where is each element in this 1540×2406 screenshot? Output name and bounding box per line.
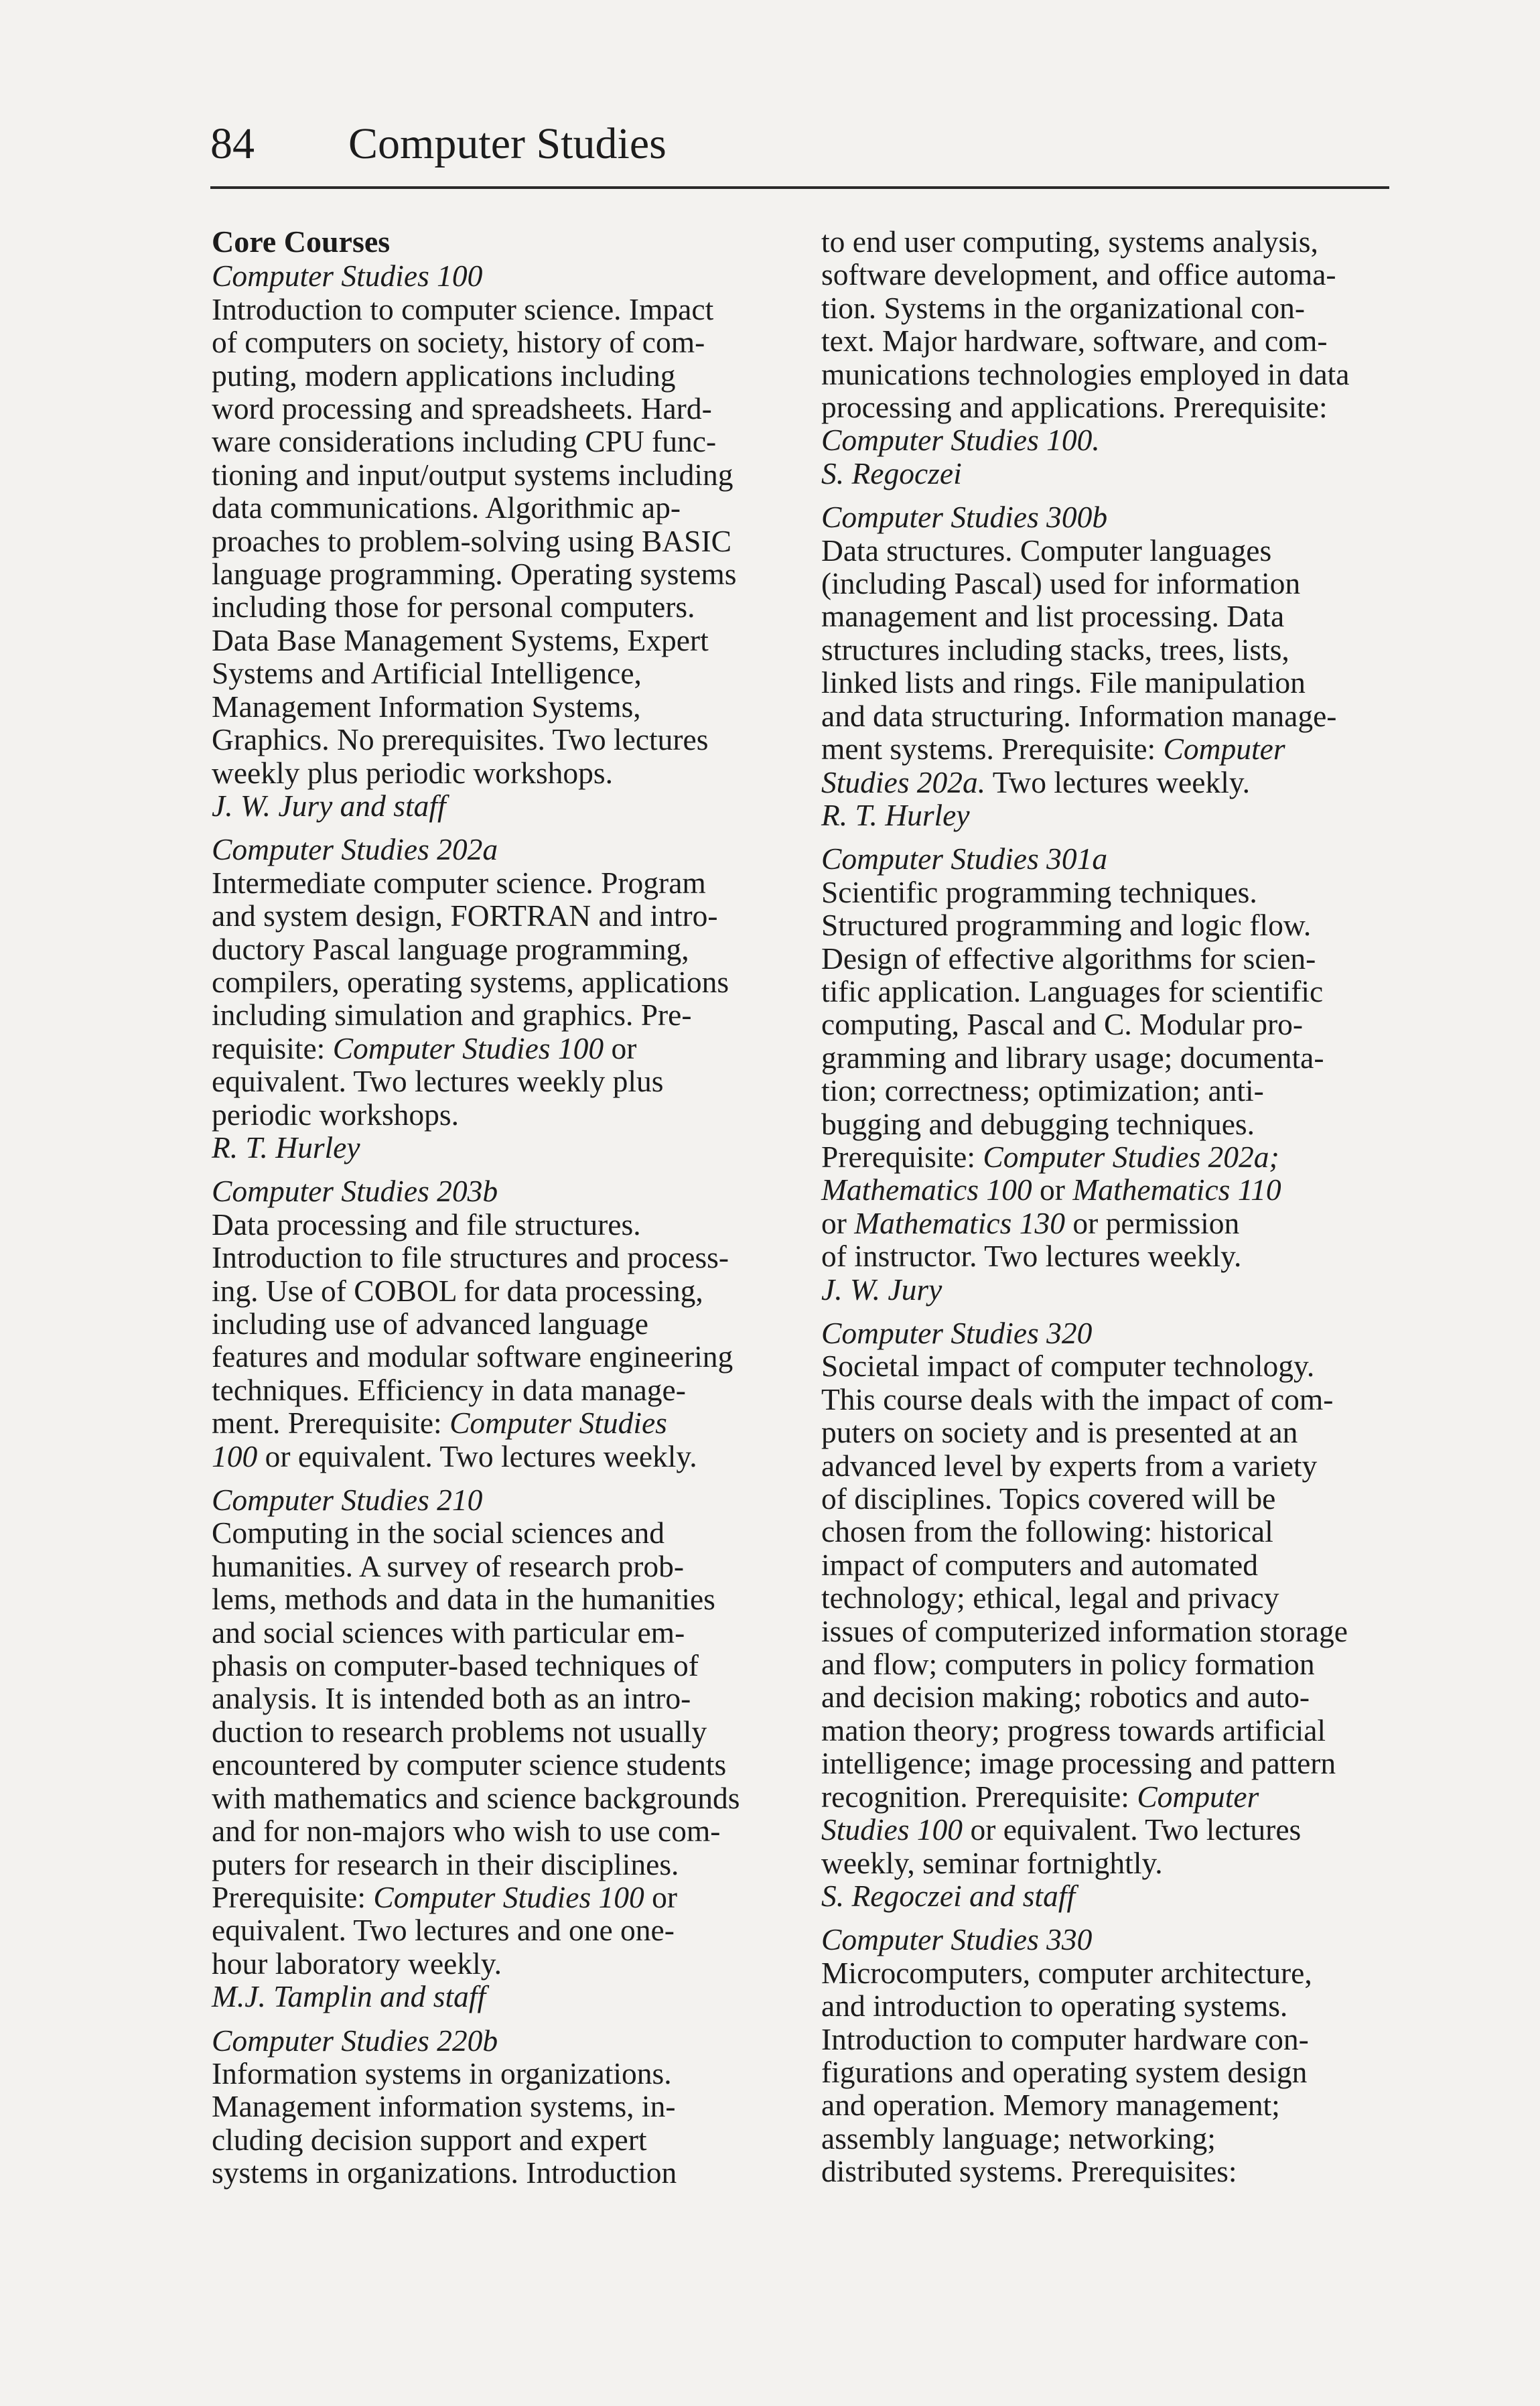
- continued-course-text: [821, 225, 1411, 490]
- description-line: Prerequisite: Computer Studies 202a;: [821, 1139, 1279, 1174]
- description-line: ment systems. Prerequisite: Computer: [821, 732, 1285, 766]
- course-entry: [821, 842, 1411, 1306]
- description-line: phasis on computer-based techniques of: [212, 1648, 699, 1683]
- description-line: weekly plus periodic workshops.: [212, 755, 613, 790]
- description-line: software development, and office automa-: [821, 257, 1336, 292]
- description-line: technology; ethical, legal and privacy: [821, 1581, 1279, 1615]
- course-title: Computer Studies 330: [821, 1922, 1093, 1957]
- course-description: [212, 1208, 801, 1473]
- course-description: [212, 1516, 801, 1980]
- header-rule: [210, 186, 1389, 189]
- description-line: Studies 100 or equivalent. Two lectures: [821, 1812, 1302, 1847]
- course-description: [821, 876, 1411, 1273]
- description-line: weekly, seminar fortnightly.: [821, 1845, 1163, 1880]
- course-entry: [212, 833, 801, 1164]
- description-line: of computers on society, history of com-: [212, 325, 705, 360]
- description-line: requisite: Computer Studies 100 or: [212, 1030, 637, 1065]
- description-line: bugging and debugging techniques.: [821, 1106, 1255, 1141]
- description-line: ing. Use of COBOL for data processing,: [212, 1273, 703, 1308]
- description-line: Data processing and file structures.: [212, 1207, 641, 1242]
- description-line: and decision making; robotics and auto-: [821, 1680, 1310, 1715]
- description-line: of disciplines. Topics covered will be: [821, 1481, 1276, 1516]
- description-line: Introduction to computer science. Impact: [212, 291, 714, 326]
- running-title: Computer Studies: [348, 119, 667, 168]
- description-line: ment. Prerequisite: Computer Studies: [212, 1406, 667, 1441]
- course-title: Computer Studies 203b: [212, 1174, 498, 1209]
- right-column: [821, 225, 1411, 2199]
- description-line: Mathematics 100 or Mathematics 110: [821, 1173, 1281, 1207]
- left-column: [212, 225, 801, 2200]
- description-line: Computer Studies 100.: [821, 423, 1100, 458]
- course-description: [821, 1956, 1411, 2188]
- description-line: lems, methods and data in the humanities: [212, 1582, 715, 1617]
- description-line: equivalent. Two lectures weekly plus: [212, 1064, 664, 1099]
- description-line: puters on society and is presented at an: [821, 1415, 1298, 1450]
- description-line: proaches to problem-solving using BASIC: [212, 523, 731, 558]
- course-description: [821, 534, 1411, 799]
- description-line: Data Base Management Systems, Expert: [212, 622, 709, 657]
- description-line: puting, modern applications including: [212, 358, 676, 393]
- description-line: Prerequisite: Computer Studies 100 or: [212, 1879, 678, 1914]
- description-line: Intermediate computer science. Program: [212, 865, 706, 900]
- description-line: Scientific programming techniques.: [821, 874, 1257, 909]
- description-line: management and list processing. Data: [821, 599, 1285, 634]
- description-line: and system design, FORTRAN and intro-: [212, 898, 718, 933]
- course-title: Computer Studies 300b: [821, 500, 1108, 535]
- description-line: tioning and input/output systems including: [212, 457, 733, 492]
- description-line: equivalent. Two lectures and one one-: [212, 1913, 675, 1948]
- course-description: [212, 866, 801, 1131]
- description-line: processing and applications. Prerequisite:: [821, 390, 1328, 425]
- description-line: Design of effective algorithms for scien-: [821, 941, 1316, 976]
- description-line: including use of advanced language: [212, 1307, 648, 1341]
- description-line: language programming. Operating systems: [212, 557, 737, 592]
- course-instructor: J. W. Jury: [821, 1272, 942, 1307]
- description-line: techniques. Efficiency in data manage-: [212, 1372, 686, 1407]
- description-line: duction to research problems not usually: [212, 1714, 707, 1749]
- course-entry: [821, 500, 1411, 831]
- description-line: recognition. Prerequisite: Computer: [821, 1779, 1259, 1814]
- description-line: cluding decision support and expert: [212, 2122, 647, 2157]
- description-line: and introduction to operating systems.: [821, 1989, 1288, 2023]
- description-line: including those for personal computers.: [212, 590, 695, 624]
- description-line: word processing and spreadsheets. Hard-: [212, 391, 712, 426]
- description-line: text. Major hardware, software, and com-: [821, 324, 1328, 358]
- course-title: Computer Studies 100: [212, 259, 483, 293]
- course-description: [821, 1349, 1411, 1879]
- course-entry: [821, 1923, 1411, 2188]
- description-line: of instructor. Two lectures weekly.: [821, 1239, 1242, 1274]
- description-line: and social sciences with particular em-: [212, 1615, 685, 1650]
- description-line: munications technologies employed in data: [821, 356, 1350, 391]
- description-line: assembly language; networking;: [821, 2121, 1216, 2155]
- description-line: (including Pascal) used for information: [821, 566, 1301, 601]
- description-line: features and modular software engineering: [212, 1339, 733, 1374]
- course-instructor: S. Regoczei and staff: [821, 1878, 1076, 1913]
- description-line: mation theory; progress towards artificial: [821, 1713, 1326, 1747]
- description-line: issues of computerized information storage: [821, 1613, 1348, 1648]
- page-header: [210, 119, 1389, 193]
- course-description: [212, 2057, 801, 2190]
- description-line: Information systems in organizations.: [212, 2056, 672, 2090]
- description-line: figurations and operating system design: [821, 2054, 1308, 2089]
- description-line: compilers, operating systems, applications: [212, 964, 729, 999]
- course-entry: [212, 2024, 801, 2190]
- course-description: [212, 293, 801, 789]
- description-line: encountered by computer science students: [212, 1747, 727, 1782]
- description-line: 100 or equivalent. Two lectures weekly.: [212, 1439, 697, 1473]
- course-entry: [212, 259, 801, 822]
- description-line: tion; correctness; optimization; anti-: [821, 1073, 1264, 1108]
- description-line: periodic workshops.: [212, 1097, 459, 1132]
- course-title: Computer Studies 301a: [821, 842, 1108, 876]
- course-title: Computer Studies 202a: [212, 832, 498, 867]
- description-line: with mathematics and science backgrounds: [212, 1780, 740, 1815]
- description-line: puters for research in their disciplines.: [212, 1847, 679, 1881]
- description-line: ware considerations including CPU func-: [212, 424, 717, 459]
- description-line: Computing in the social sciences and: [212, 1516, 665, 1550]
- description-line: ductory Pascal language programming,: [212, 931, 689, 966]
- description-line: Graphics. No prerequisites. Two lectures: [212, 722, 709, 757]
- description-line: Introduction to computer hardware con-: [821, 2021, 1309, 2056]
- description-line: Structured programming and logic flow.: [821, 908, 1312, 943]
- description-line: Microcomputers, computer architecture,: [821, 1955, 1312, 1990]
- course-title: Computer Studies 210: [212, 1483, 483, 1518]
- description-line: computing, Pascal and C. Modular pro-: [821, 1007, 1304, 1042]
- description-line: Management information systems, in-: [212, 2089, 676, 2124]
- description-line: data communications. Algorithmic ap-: [212, 490, 681, 525]
- description-line: including simulation and graphics. Pre-: [212, 998, 692, 1032]
- description-line: This course deals with the impact of com-: [821, 1382, 1334, 1416]
- description-line: linked lists and rings. File manipulation: [821, 665, 1306, 700]
- description-line: structures including stacks, trees, lists,: [821, 632, 1289, 667]
- course-instructor: R. T. Hurley: [212, 1130, 360, 1164]
- description-line: advanced level by experts from a variety: [821, 1448, 1318, 1483]
- course-entry: [212, 1483, 801, 2013]
- description-line: hour laboratory weekly.: [212, 1946, 502, 1981]
- course-title: Computer Studies 220b: [212, 2023, 498, 2058]
- description-line: tion. Systems in the organizational con-: [821, 290, 1305, 325]
- description-line: Societal impact of computer technology.: [821, 1349, 1315, 1384]
- description-line: impact of computers and automated: [821, 1547, 1258, 1582]
- description-line: analysis. It is intended both as an intro-: [212, 1681, 691, 1716]
- description-line: Management Information Systems,: [212, 689, 641, 724]
- section-heading: Core Courses: [212, 224, 391, 259]
- course-instructor: J. W. Jury and staff: [212, 788, 446, 823]
- course-entry: [212, 1175, 801, 1473]
- description-line: intelligence; image processing and pattern: [821, 1746, 1336, 1781]
- description-line: Introduction to file structures and process-: [212, 1240, 729, 1275]
- description-line: and flow; computers in policy formation: [821, 1647, 1315, 1682]
- description-line: or Mathematics 130 or permission: [821, 1205, 1240, 1240]
- description-line: gramming and library usage; documenta-: [821, 1040, 1324, 1075]
- course-entry: [821, 1317, 1411, 1912]
- description-line: distributed systems. Prerequisites:: [821, 2154, 1237, 2189]
- course-instructor: R. T. Hurley: [821, 797, 970, 832]
- description-line: tific application. Languages for scientific: [821, 974, 1324, 1008]
- description-line: and operation. Memory management;: [821, 2088, 1280, 2123]
- description-line: humanities. A survey of research prob-: [212, 1548, 685, 1583]
- description-line: systems in organizations. Introduction: [212, 2155, 677, 2190]
- course-instructor: S. Regoczei: [821, 456, 962, 490]
- course-description: [821, 225, 1411, 457]
- description-line: Systems and Artificial Intelligence,: [212, 656, 642, 691]
- description-line: Studies 202a. Two lectures weekly.: [821, 764, 1251, 799]
- course-title: Computer Studies 320: [821, 1316, 1093, 1350]
- course-instructor: M.J. Tamplin and staff: [212, 1979, 486, 2014]
- description-line: and for non-majors who wish to use com-: [212, 1814, 721, 1849]
- description-line: Data structures. Computer languages: [821, 533, 1272, 567]
- description-line: chosen from the following: historical: [821, 1514, 1273, 1549]
- description-line: to end user computing, systems analysis,: [821, 224, 1318, 259]
- page-number: 84: [210, 119, 255, 168]
- description-line: and data structuring. Information manage-: [821, 698, 1337, 733]
